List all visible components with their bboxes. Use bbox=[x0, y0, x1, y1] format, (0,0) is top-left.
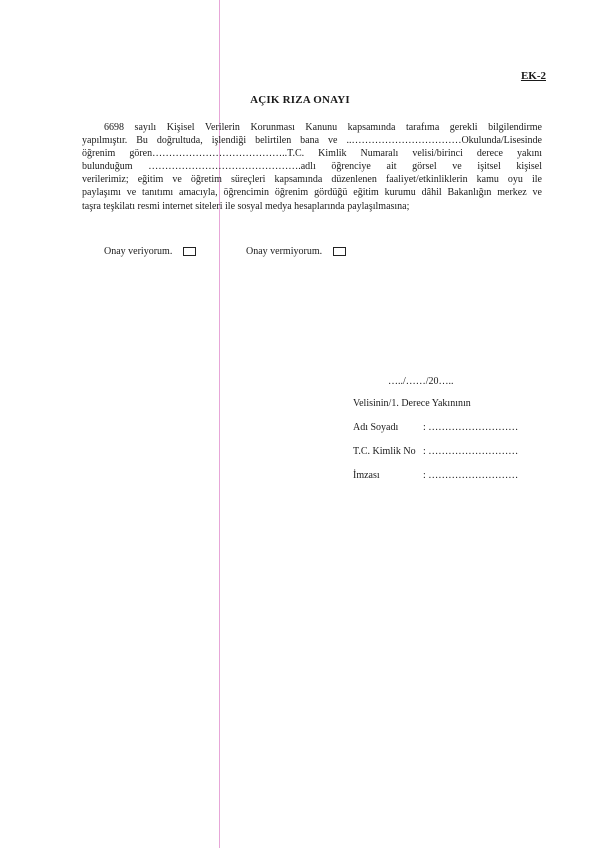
consent-yes-option bbox=[104, 246, 196, 257]
date-line: …../……/20….. bbox=[388, 376, 454, 387]
consent-body-text bbox=[82, 121, 542, 213]
body-line: yapılmıştır. Bu doğrultuda, işlendiği belirtilen bana ve ..……………………………Okulunda/Lisesinde bbox=[82, 135, 542, 147]
consent-no-option bbox=[246, 246, 346, 257]
signature-block bbox=[353, 398, 519, 494]
body-line: 6698 sayılı Kişisel Verilerin Korunması Kanunu kapsamında tarafıma gerekli bilgilendirme bbox=[104, 122, 542, 133]
field-value[interactable]: : ……………………… bbox=[423, 446, 519, 457]
consent-no-checkbox[interactable] bbox=[333, 247, 346, 256]
signature-field-signature bbox=[353, 470, 519, 494]
body-line: paylaşımı ve tanıtımı amacıyla, öğrencimin öğrenim gördüğü eğitim kurumu dâhil Bakanlığın merkez ve bbox=[82, 187, 542, 199]
body-line: verilerimiz; eğitim ve öğretim süreçleri kapsamında düzenlenen faaliyet/etkinliklerin kamu oyu ile bbox=[82, 174, 542, 186]
body-line: öğrenim gören…………………………………..T.C. Kimlik Numaralı velisi/birinci derece yakını bbox=[82, 148, 542, 160]
signature-field-tc-id bbox=[353, 446, 519, 470]
field-value[interactable]: : ……………………… bbox=[423, 422, 519, 433]
document-title: AÇIK RIZA ONAYI bbox=[250, 94, 350, 106]
field-value[interactable]: : ……………………… bbox=[423, 470, 519, 481]
consent-yes-checkbox[interactable] bbox=[183, 247, 196, 256]
annex-label: EK-2 bbox=[520, 70, 546, 82]
signature-field-name bbox=[353, 422, 519, 446]
body-line: bulunduğum ……………………………………….adlı öğrenciye ait görsel ve işitsel kişisel bbox=[82, 161, 542, 173]
signature-heading: Velisinin/1. Derece Yakınının bbox=[353, 398, 471, 409]
body-line: taşra teşkilatı resmi internet siteleri ile sosyal medya hesaplarında paylaşılmasına; bbox=[82, 200, 410, 212]
field-label: İmzası bbox=[353, 470, 380, 481]
consent-no-label: Onay vermiyorum. bbox=[246, 246, 323, 257]
consent-yes-label: Onay veriyorum. bbox=[104, 246, 173, 257]
field-label: Adı Soyadı bbox=[353, 422, 399, 433]
field-label: T.C. Kimlik No bbox=[353, 446, 416, 457]
